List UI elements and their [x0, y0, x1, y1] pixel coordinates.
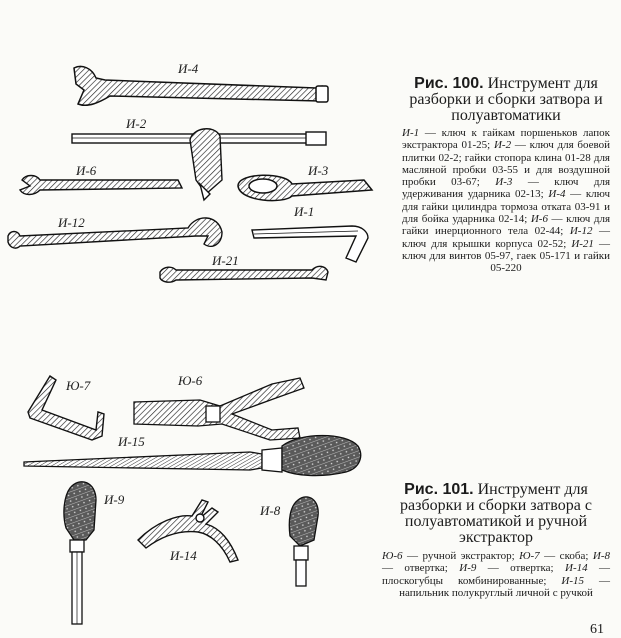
legend-text: — отвертка;: [382, 562, 460, 575]
label-i9: И-9: [104, 492, 125, 507]
label-i3: И-3: [308, 163, 329, 178]
legend-text: — ключ для гайки цилиндра тормоза отката 03-91 и для бойка ударника 02-14;: [402, 188, 610, 226]
tool-i15: [24, 436, 361, 476]
legend-text: — ключ для гайки инерционного тела 02-44;: [402, 213, 610, 238]
legend-text: — ключ для боевой плитки 02-2; гайки стопора клина 01-28 для масляной пробки 03-55 и для воздушной пробки 03-67;: [402, 139, 610, 189]
tool-i12: [8, 218, 222, 248]
fig101-legend: [382, 550, 610, 599]
page-number: 61: [590, 622, 604, 637]
legend-code: И-8: [592, 550, 611, 562]
legend-code: И-6: [530, 213, 548, 226]
legend-code: И-9: [459, 562, 477, 575]
label-i2: И-2: [126, 116, 147, 131]
legend-text: — плоскогубцы комбинированные;: [382, 562, 611, 587]
legend-text: — ключ для винтов 05-97, гаек 05-171 и гайки 05-220: [402, 237, 610, 275]
label-i4: И-4: [178, 61, 199, 76]
legend-code: И-14: [565, 562, 588, 575]
legend-code: И-15: [561, 574, 584, 587]
label-i12: И-12: [58, 215, 85, 230]
legend-code: И-3: [495, 176, 513, 189]
legend-code: И-1: [402, 127, 420, 139]
fig101-caption: [382, 482, 610, 546]
legend-text: — ключ к гайкам поршеньков лапок экстрактора 01-25;: [402, 127, 610, 152]
legend-code: И-4: [548, 188, 566, 201]
fig100-number: Рис. 100.: [414, 75, 484, 92]
fig101-number: Рис. 101.: [404, 481, 474, 498]
label-yu7: Ю-7: [66, 378, 91, 393]
legend-text: — отвертка;: [476, 562, 565, 575]
tool-i8: [289, 497, 318, 586]
label-i1: И-1: [294, 204, 315, 219]
label-i15: И-15: [118, 434, 145, 449]
legend-code: И-21: [571, 237, 594, 250]
legend-code: И-12: [569, 225, 593, 238]
legend-text: — напильник полукруглый личной с ручкой: [399, 574, 610, 599]
tool-i9: [64, 482, 96, 624]
tool-yu6: [134, 378, 304, 440]
label-yu6: Ю-6: [178, 373, 203, 388]
label-i14: И-14: [170, 548, 197, 563]
label-i8: И-8: [260, 503, 281, 518]
label-i6: И-6: [76, 163, 97, 178]
tool-i4: [74, 66, 328, 105]
tool-i3: [238, 175, 372, 200]
tool-i1: [252, 226, 368, 262]
legend-code: И-2: [493, 139, 512, 152]
legend-text: — ключ для удерживания ударника 02-13;: [402, 176, 611, 201]
tool-i6: [20, 176, 182, 195]
fig100-legend: [402, 127, 610, 275]
legend-code: Ю-6: [382, 550, 403, 562]
label-i21: И-21: [212, 253, 239, 268]
legend-text: — ручной экстрактор;: [402, 550, 520, 562]
legend-code: Ю-7: [519, 550, 540, 562]
fig100-title: Инструмент для разборки и сборки затвора и полуавтоматики: [409, 75, 603, 124]
tool-i21: [160, 266, 328, 282]
legend-text: — ключ для крышки корпуса 02-52;: [402, 225, 610, 250]
fig101-title: Инструмент для разборки и сборки затвора с полуавтоматикой и ручной экстрактор: [400, 481, 592, 546]
fig100-caption: [402, 76, 610, 124]
legend-text: — скоба;: [539, 550, 593, 562]
